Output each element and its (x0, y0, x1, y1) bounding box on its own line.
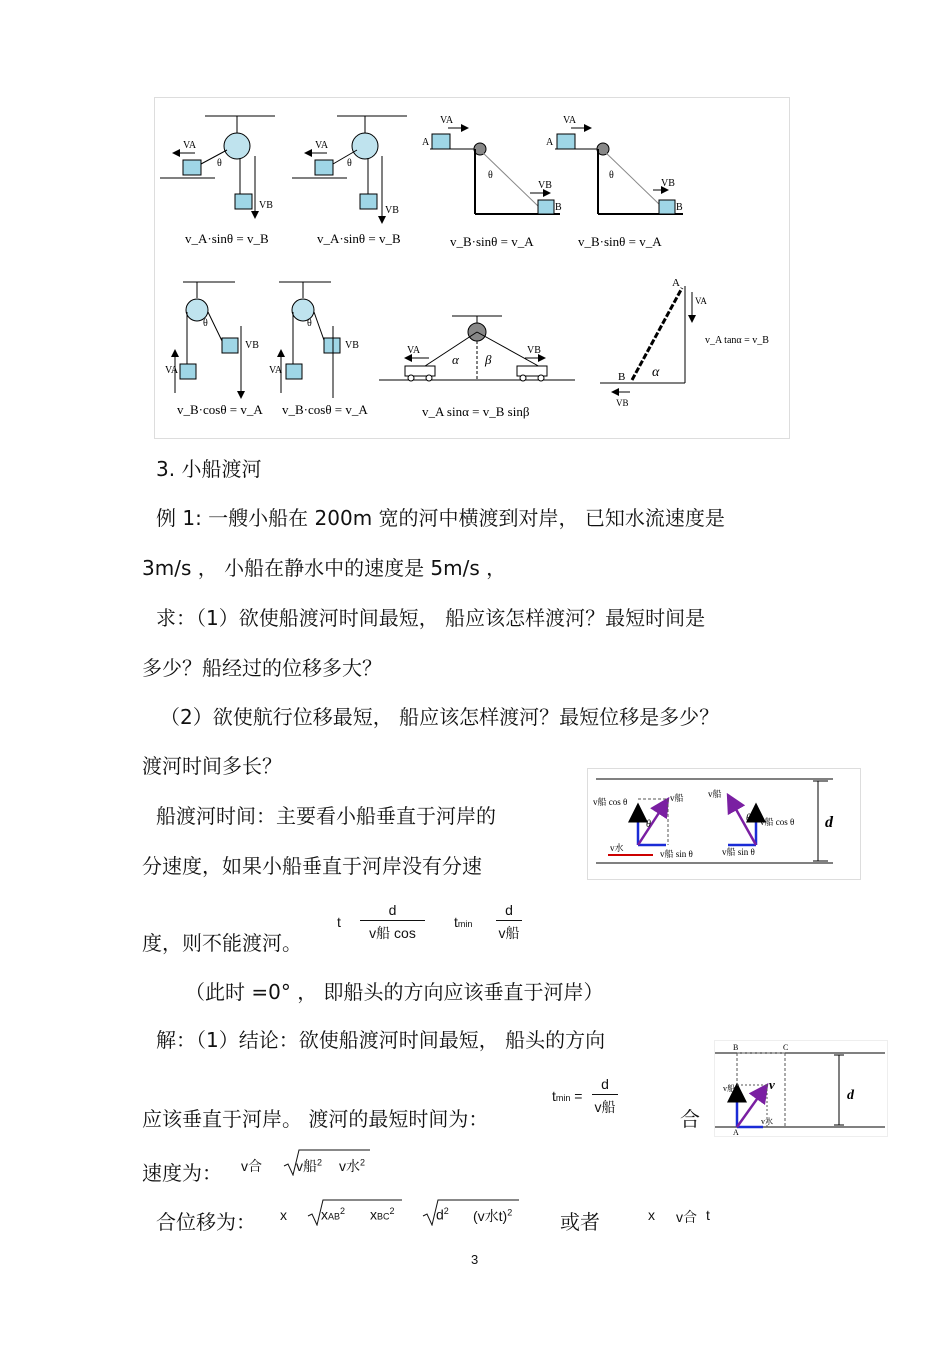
pulley-diagrams-panel (154, 97, 790, 439)
svg-text:v船: v船 (708, 789, 722, 799)
diagram-5-caption: v_B·cosθ = v_A (177, 402, 263, 417)
svg-text:α: α (652, 365, 660, 380)
svg-text:θ: θ (217, 158, 222, 169)
formula-x: x (280, 1207, 287, 1223)
svg-text:v船: v船 (670, 793, 684, 803)
formula-vhe-sqrt (282, 1148, 372, 1176)
diagram-1 (160, 116, 275, 246)
text-line-5: 解：（1）结论：欲使船渡河时间最短， 船头的方向 (156, 1028, 606, 1052)
svg-text:α: α (452, 352, 459, 367)
example-line-3: 求：（1）欲使船渡河时间最短， 船应该怎样渡河？最短时间是 (156, 606, 706, 630)
text-line-9: 或者 (560, 1210, 600, 1234)
formula-t: t (337, 914, 341, 930)
example-line-4: 多少？船经过的位移多大？ (142, 656, 382, 680)
section-title: 3. 小船渡河 (156, 457, 262, 481)
svg-text:θ: θ (347, 158, 352, 169)
diagram-3 (422, 115, 562, 249)
formula-vhe-2: v合 (676, 1209, 697, 1225)
formula-x-bc: BC (377, 1211, 390, 1222)
formula-x-vt (473, 1206, 512, 1226)
example-line-1: 例 1: 一艘小船在 200m 宽的河中横渡到对岸， 已知水流速度是 (156, 506, 725, 530)
text-line-3: 度，则不能渡河。 (142, 931, 302, 955)
formula-x-d-sq: 2 (443, 1206, 449, 1216)
text-line-6: 应该垂直于河岸。 渡河的最短时间为： (142, 1107, 489, 1131)
formula-tmin2-num: d (601, 1076, 609, 1092)
svg-text:v: v (769, 1077, 775, 1092)
formula-vhe-sq2: 2 (360, 1157, 366, 1168)
svg-text:A: A (546, 137, 554, 148)
formula-x-term1 (321, 1206, 345, 1223)
formula-tmin-den: v船 (498, 925, 520, 941)
svg-text:VA: VA (165, 365, 179, 376)
formula-vhe: v合 (241, 1158, 262, 1174)
formula-x-xbc: x (370, 1206, 377, 1223)
svg-text:v船 cos θ: v船 cos θ (760, 817, 795, 827)
formula-t-fraction (360, 902, 425, 943)
svg-text:A: A (672, 277, 680, 289)
example-line-6: 渡河时间多长？ (142, 754, 282, 778)
formula-x-d (436, 1206, 449, 1223)
svg-text:θ: θ (203, 318, 208, 329)
text-line-1: 船渡河时间：主要看小船垂直于河岸的 (156, 804, 496, 828)
svg-text:v船 cos θ: v船 cos θ (593, 797, 628, 807)
formula-tmin2-t: t (552, 1088, 556, 1104)
page-number: 3 (471, 1252, 479, 1267)
formula-t-2: t (706, 1207, 710, 1223)
svg-text:θ: θ (746, 813, 751, 824)
diagram-2-caption: v_A·sinθ = v_B (317, 231, 401, 246)
diagram-7 (379, 316, 575, 419)
formula-vhe-vshui: v水 (339, 1158, 360, 1174)
formula-x-vt-text: (v水t) (473, 1208, 508, 1224)
diagram-7-caption: v_A sinα = v_B sinβ (422, 404, 530, 419)
svg-text:θ: θ (307, 318, 312, 329)
svg-text:VA: VA (269, 365, 283, 376)
diagram-8-caption: v_A tanα = v_B (705, 335, 769, 346)
example-line-2: 3m/s ， 小船在静水中的速度是 5m/s ， (142, 556, 507, 580)
formula-vhe-vchuan: v船 (296, 1158, 317, 1174)
svg-text:v船 sin θ: v船 sin θ (722, 847, 755, 857)
formula-x-d-letter: d (436, 1206, 444, 1223)
formula-x-term2 (370, 1206, 395, 1223)
formula-x-2: x (648, 1207, 655, 1223)
svg-text:VB: VB (538, 180, 552, 191)
formula-x-ab: AB (328, 1211, 341, 1222)
formula-tmin-2-fraction (592, 1076, 618, 1117)
svg-text:B: B (733, 1043, 739, 1052)
diagram-4-caption: v_B·sinθ = v_A (578, 234, 662, 249)
example-line-5: （2）欲使航行位移最短， 船应该怎样渡河？最短位移是多少？ (160, 705, 720, 729)
formula-vhe-sq1: 2 (317, 1157, 323, 1168)
formula-x-vt-sq: 2 (507, 1207, 513, 1218)
formula-vhe-term2 (339, 1156, 365, 1176)
diagram-6-caption: v_B·cosθ = v_A (282, 402, 368, 417)
svg-text:β: β (485, 352, 492, 367)
text-line-4: （此时 =0° ， 即船头的方向应该垂直于河岸） (185, 980, 604, 1004)
svg-text:VA: VA (407, 345, 421, 356)
svg-text:C: C (783, 1043, 789, 1052)
svg-text:d: d (847, 1088, 854, 1103)
river-vector-diagram (587, 768, 861, 880)
svg-text:VB: VB (661, 178, 675, 189)
svg-text:d: d (825, 814, 833, 831)
diagram-8 (600, 277, 769, 408)
svg-text:θ: θ (609, 170, 614, 181)
formula-tmin (454, 914, 472, 930)
formula-tmin2-den: v船 (594, 1099, 616, 1115)
svg-text:v水: v水 (761, 1117, 773, 1126)
diagram-4 (546, 115, 683, 249)
formula-tmin2-sub: min (555, 1093, 571, 1103)
formula-tmin-sub: min (457, 919, 473, 929)
svg-text:VB: VB (616, 398, 629, 408)
svg-text:VB: VB (259, 200, 273, 211)
formula-tmin-t: t (454, 914, 458, 930)
text-line-7: 速度为： (142, 1161, 222, 1185)
svg-text:VB: VB (345, 340, 359, 351)
svg-text:v船 sin θ: v船 sin θ (660, 849, 693, 859)
svg-text:VA: VA (315, 140, 329, 151)
svg-text:VA: VA (183, 140, 197, 151)
svg-text:B: B (618, 371, 626, 383)
formula-x-xab: x (321, 1206, 328, 1223)
svg-text:A: A (422, 137, 430, 148)
svg-text:VA: VA (695, 296, 707, 306)
diagram-6 (269, 282, 368, 417)
formula-x-sqrt1 (306, 1198, 404, 1226)
formula-t-den: v船 cos (369, 925, 416, 941)
text-line-8: 合位移为： (156, 1210, 256, 1234)
formula-t-num: d (388, 902, 397, 918)
formula-tmin-fraction (496, 902, 522, 943)
text-line-2: 分速度，如果小船垂直于河岸没有分速 (142, 854, 482, 878)
formula-x-sq2: 2 (389, 1206, 395, 1216)
formula-vhe-term1 (296, 1156, 322, 1176)
formula-x-sqrt2 (421, 1198, 521, 1226)
svg-text:VA: VA (440, 115, 454, 126)
svg-text:v水: v水 (610, 843, 624, 853)
svg-text:v船: v船 (723, 1084, 735, 1093)
text-line-6b: 合 (680, 1107, 700, 1131)
diagram-2 (292, 116, 407, 246)
diagram-3-caption: v_B·sinθ = v_A (450, 234, 534, 249)
svg-text:B: B (676, 202, 683, 213)
formula-x-sq1: 2 (340, 1206, 346, 1216)
formula-tmin-num: d (505, 902, 513, 918)
svg-text:VA: VA (563, 115, 577, 126)
river-min-time-diagram (714, 1040, 888, 1137)
svg-text:VB: VB (245, 340, 259, 351)
formula-tmin-2: tmin = (552, 1088, 583, 1104)
diagram-5 (165, 282, 263, 417)
svg-text:VB: VB (385, 205, 399, 216)
svg-text:A: A (733, 1128, 739, 1136)
diagram-1-caption: v_A·sinθ = v_B (185, 231, 269, 246)
svg-text:θ: θ (488, 170, 493, 181)
svg-text:θ: θ (646, 819, 651, 830)
svg-text:B: B (555, 202, 562, 213)
svg-text:VB: VB (527, 345, 541, 356)
